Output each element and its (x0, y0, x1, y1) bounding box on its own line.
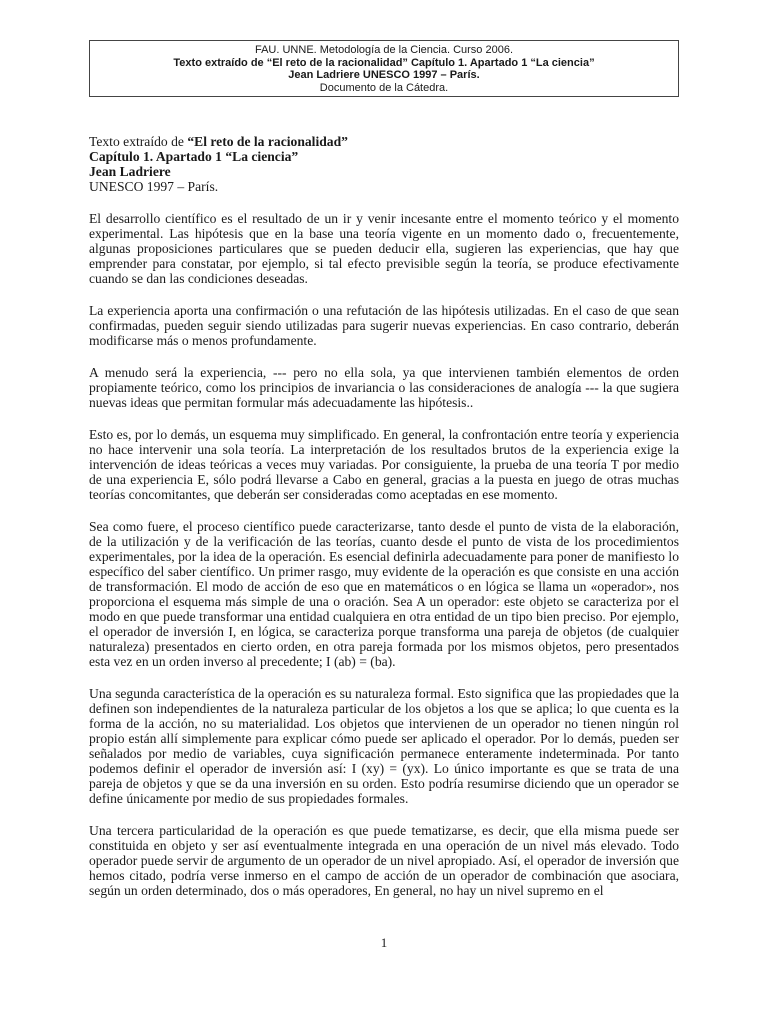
paragraph-6: Una segunda característica de la operación es su naturaleza formal. Esto significa que las propiedades que la definen son independientes de la naturaleza particular de los objetos a los que se aplica; lo que cuenta es la forma de la acción, no su materialidad. Los objetos que intervienen de un operador no tienen ningún rol propio están allí simplemente para explicar cómo puede ser aplicado el operador. Por lo demás, pueden ser señalados por medio de variables, cuya significación permanece enteramente indeterminada. Por tanto podemos definir el operador de inversión así: I (xy) = (yx). Lo único importante es que se trata de una pareja de objetos y que se da una inversión en su orden. Esto podría resumirse diciendo que un operador se define únicamente por medio de sus propiedades formales. (89, 686, 679, 806)
paragraph-4: Esto es, por lo demás, un esquema muy simplificado. En general, la confrontación entre teoría y experiencia no hace intervenir una sola teoría. La interpretación de los resultados brutos de la experiencia exige la intervención de ideas teóricas a veces muy variadas. Por consiguiente, la prueba de una teoría T por medio de una experiencia E, sólo podrá llevarse a Cabo en general, gracias a la puesta en juego de otras muchas teorías concomitantes, que deberán ser consideradas como aceptadas en ese momento. (89, 427, 679, 502)
citation-author: Jean Ladriere (89, 164, 171, 179)
citation-book-line (89, 134, 679, 149)
paragraph-1: El desarrollo científico es el resultado de un ir y venir incesante entre el momento teórico y el momento experimental. Las hipótesis que en la base una teoría vigente en un momento dado o, frecuentemente, algunas proposiciones particulares que se pueden deducir ella, sugieren las experiencias, que hay que emprender para constatar, por ejemplo, si tal efecto previsible según la teoría, se produce efectivamente cuando se dan las condiciones deseadas. (89, 211, 679, 286)
page-number: 1 (380, 935, 388, 950)
citation-book-title: “El reto de la racionalidad” (187, 134, 348, 149)
paragraph-2: La experiencia aporta una confirmación o una refutación de las hipótesis utilizadas. En el caso de que sean confirmadas, pueden seguir siendo utilizadas para sugerir nuevas experiencias. En caso contrario, deberán modificarse más o menos profundamente. (89, 303, 679, 348)
citation-chapter: Capítulo 1. Apartado 1 “La ciencia” (89, 149, 299, 164)
header-author-line: Jean Ladriere UNESCO 1997 – París. (288, 69, 480, 81)
paragraph-7: Una tercera particularidad de la operación es que puede tematizarse, es decir, que ella misma puede ser constituida en objeto y ser así eventualmente integrada en una operación de un nivel más elevado. Todo operador puede servir de argumento de un operador de un nivel apropiado. Así, el operador de inversión que hemos citado, podría verse inmerso en el campo de acción de un operador de combinación que asociara, según un orden determinado, dos o más operadores, En general, no hay un nivel supremo en el (89, 823, 679, 898)
document-body (89, 134, 679, 915)
paragraph-5: Sea como fuere, el proceso científico puede caracterizarse, tanto desde el punto de vista de la elaboración, de la utilización y de la verificación de las teorías, cuanto desde el punto de vista de los procedimientos experimentales, por la idea de la operación. Es esencial definirla adecuadamente para poner de manifiesto lo específico del saber científico. Un primer rasgo, muy evidente de la operación es que consiste en una acción de transformación. El modo de acción de eso que en matemáticos o en lógica se llama un «operador», nos proporciona el esquema más simple de una o oración. Sea A un operador: este objeto se caracteriza por el modo en que puede transformar una entidad cualquiera en otra entidad de un tipo bien preciso. Por ejemplo, el operador de inversión I, en lógica, se caracteriza porque transforma una pareja de objetos (de cualquier naturaleza) presentados en cierto orden, en otra pareja formada por los mismos objetos, pero presentados esta vez en un orden inverso al precedente; I (ab) = (ba). (89, 519, 679, 669)
header-course-line: FAU. UNNE. Metodología de la Ciencia. Curso 2006. (254, 44, 514, 56)
citation-block (89, 134, 679, 194)
header-document-line: Documento de la Cátedra. (319, 81, 449, 94)
header-source-line: Texto extraído de “El reto de la racionalidad” Capítulo 1. Apartado 1 “La ciencia” (173, 56, 595, 69)
document-header-box (89, 40, 679, 97)
citation-prefix: Texto extraído de (89, 134, 188, 149)
paragraph-3: A menudo será la experiencia, --- pero no ella sola, ya que intervienen también elementos de orden propiamente teórico, como los principios de invariancia o las consideraciones de analogía --- la que sugiera nuevas ideas que permitan formular más adecuadamente las hipótesis.. (89, 365, 679, 410)
citation-publisher: UNESCO 1997 – París. (89, 179, 219, 194)
